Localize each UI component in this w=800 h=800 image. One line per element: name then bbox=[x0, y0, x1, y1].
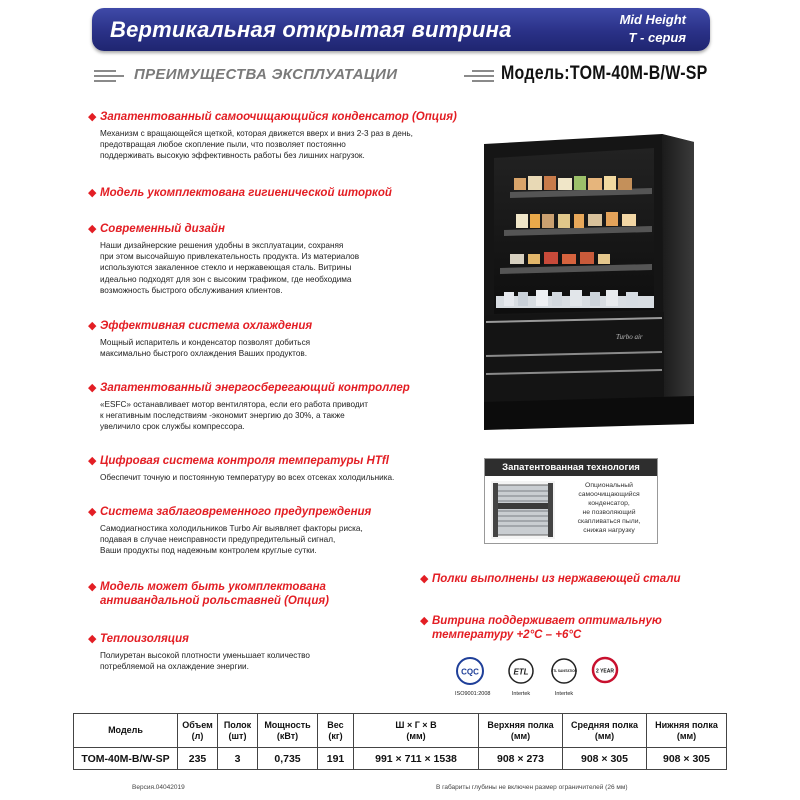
cert-caption: ISO9001:2008 bbox=[455, 691, 491, 697]
feature-item bbox=[88, 505, 488, 557]
bullet-icon: ◆ bbox=[88, 187, 97, 199]
bullet-icon: ◆ bbox=[88, 382, 97, 394]
bullet-icon: ◆ bbox=[88, 633, 97, 645]
patent-box bbox=[484, 458, 658, 544]
patent-line: не позволяющий bbox=[582, 509, 636, 516]
warranty-icon bbox=[591, 656, 619, 686]
table-cell: 0,735 bbox=[258, 748, 318, 770]
feature-title: Модель может быть укомплектована антивандальной рольставней (Опция) bbox=[100, 581, 329, 607]
feature-title: Система заблаговременного предупреждения bbox=[100, 506, 372, 518]
feature-title: Запатентованный энергосберегающий контроллер bbox=[100, 382, 410, 394]
feature-text: максимально быстрого охлаждения Ваших продуктов. bbox=[100, 349, 308, 359]
feature-text: Обеспечит точную и постоянную температуру во всех отсеках холодильника. bbox=[100, 473, 395, 482]
column-header: Полок (шт) bbox=[218, 714, 258, 748]
divider bbox=[94, 70, 116, 72]
feature-title: Витрина поддерживает оптимальную температуру +2°C – +6°C bbox=[432, 615, 662, 641]
bullet-icon: ◆ bbox=[420, 615, 429, 627]
etl-sanitation-logo bbox=[549, 656, 579, 698]
column-header: Средняя полка (мм) bbox=[563, 714, 647, 748]
brand-label: Turbo air bbox=[616, 333, 643, 341]
feature-item bbox=[88, 454, 488, 483]
shelf bbox=[496, 290, 654, 308]
feature-text: «ESFC» останавливает мотор вентилятора, если его работа приводит bbox=[100, 400, 368, 409]
page-title: Вертикальная открытая витрина bbox=[110, 17, 512, 42]
cabinet-base bbox=[484, 396, 694, 430]
cqc-logo bbox=[455, 656, 491, 698]
cqc-text: CQC bbox=[461, 667, 479, 677]
feature-item bbox=[88, 110, 488, 162]
table-cell: 908 × 305 bbox=[647, 748, 727, 770]
feature-text: Самодиагностика холодильников Turbo Air выявляет факторы риска, bbox=[100, 524, 363, 533]
column-header: Ш × Г × В (мм) bbox=[354, 714, 479, 748]
patent-text bbox=[561, 481, 657, 535]
feature-item bbox=[88, 186, 488, 200]
feature-title: Эффективная система охлаждения bbox=[100, 320, 313, 332]
feature-item bbox=[420, 614, 740, 642]
feature-text: увеличило срок службы компрессора. bbox=[100, 422, 245, 432]
cabinet-side bbox=[662, 134, 694, 416]
feature-text: Ваши продукты под надежным контролем круглые сутки. bbox=[100, 546, 317, 556]
patent-line: самоочищающийся bbox=[578, 491, 640, 498]
model-title: Модель:TOM-40M-B/W-SP bbox=[501, 63, 708, 84]
patent-line: снижая нагрузку bbox=[583, 527, 635, 534]
feature-text: при этом высочайшую привлекательность продукта. Из материалов bbox=[100, 252, 360, 262]
spec-table bbox=[73, 713, 727, 770]
feature-title: Модель укомплектована гигиенической шторкой bbox=[100, 187, 392, 199]
divider bbox=[472, 80, 494, 82]
table-cell: 235 bbox=[178, 748, 218, 770]
column-header: Модель bbox=[74, 714, 178, 748]
feature-item bbox=[88, 222, 488, 296]
patent-heading: Запатентованная технология bbox=[485, 459, 657, 476]
feature-text: используются закаленное стекло и нержавеющая сталь. Витрины bbox=[100, 263, 352, 273]
feature-item bbox=[88, 381, 488, 433]
advantages-title: ПРЕИМУЩЕСТВА ЭКСПЛУАТАЦИИ bbox=[134, 66, 398, 83]
bullet-icon: ◆ bbox=[88, 320, 97, 332]
feature-title: Полки выполнены из нержавеющей стали bbox=[432, 573, 681, 585]
patent-line: скапливаться пыли, bbox=[577, 518, 641, 525]
feature-text: подавая в случае неисправности предупредительный сигнал, bbox=[100, 535, 336, 545]
version-label: Версия.04042019 bbox=[132, 784, 185, 791]
series-name: T - серия bbox=[628, 30, 686, 45]
etl-sanitation-text: ETL SANITATION bbox=[551, 669, 577, 673]
table-cell: 991 × 711 × 1538 bbox=[354, 748, 479, 770]
etl-icon bbox=[506, 656, 536, 686]
table-header-row bbox=[74, 714, 727, 748]
bullet-icon: ◆ bbox=[88, 506, 97, 518]
series-height: Mid Height bbox=[619, 12, 686, 27]
feature-text: Механизм с вращающейся щеткой, которая движется вверх и вниз 2-3 раз в день, bbox=[100, 129, 413, 138]
table-cell: 908 × 273 bbox=[479, 748, 563, 770]
feature-title: Цифровая система контроля температуры HTfl bbox=[100, 455, 389, 467]
feature-text: предотвращая любое скопление пыли, что позволяет постоянно bbox=[100, 140, 346, 150]
table-cell: TOM-40M-B/W-SP bbox=[74, 748, 178, 770]
table-row bbox=[74, 748, 727, 770]
column-header: Нижняя полка (мм) bbox=[647, 714, 727, 748]
feature-text: потребляемой на охлаждение энергии. bbox=[100, 662, 249, 672]
feature-item bbox=[88, 319, 488, 359]
column-header: Верхняя полка (мм) bbox=[479, 714, 563, 748]
bullet-icon: ◆ bbox=[88, 455, 97, 467]
divider bbox=[464, 75, 494, 77]
feature-title: Теплоизоляция bbox=[100, 633, 189, 645]
header-banner bbox=[92, 8, 710, 51]
feature-text: к негативным последствиям -экономит энергию до 30%, а также bbox=[100, 411, 345, 421]
depth-note: В габариты глубины не включен размер ограничителей (26 мм) bbox=[436, 784, 628, 791]
table-cell: 3 bbox=[218, 748, 258, 770]
column-header: Вес (кг) bbox=[318, 714, 354, 748]
bullet-icon: ◆ bbox=[420, 573, 429, 585]
feature-text: Мощный испаритель и конденсатор позволят добиться bbox=[100, 338, 311, 347]
warranty-logo bbox=[591, 656, 619, 698]
display-case-image bbox=[482, 134, 697, 432]
patent-line: конденсатор, bbox=[588, 500, 630, 507]
feature-text: Наши дизайнерские решения удобны в эксплуатации, сохраняя bbox=[100, 241, 344, 250]
table-cell: 908 × 305 bbox=[563, 748, 647, 770]
shelf bbox=[504, 212, 652, 236]
feature-text: возможность быстрого обслуживания клиентов. bbox=[100, 285, 283, 295]
column-header: Мощность (кВт) bbox=[258, 714, 318, 748]
patent-line: Опциональный bbox=[585, 482, 633, 489]
condenser-image bbox=[491, 481, 555, 539]
feature-text: Полиуретан высокой плотности уменьшает количество bbox=[100, 651, 310, 660]
feature-title: Современный дизайн bbox=[100, 223, 225, 235]
etl-sanitation-icon bbox=[549, 656, 579, 686]
divider bbox=[94, 80, 116, 82]
table-cell: 191 bbox=[318, 748, 354, 770]
advantages-row bbox=[92, 64, 722, 88]
feature-item bbox=[420, 572, 740, 586]
etl-logo bbox=[506, 656, 536, 698]
warranty-text: 2 YEAR bbox=[596, 668, 614, 675]
bullet-icon: ◆ bbox=[88, 111, 97, 123]
divider bbox=[94, 75, 124, 77]
cert-caption: Intertek bbox=[554, 691, 574, 697]
column-header: Объем (л) bbox=[178, 714, 218, 748]
bullet-icon: ◆ bbox=[88, 581, 97, 593]
feature-title: Запатентованный самоочищающийся конденсатор (Опция) bbox=[100, 111, 457, 123]
etl-text: ETL bbox=[513, 667, 529, 677]
feature-text: идеально подходят для зон с высоким трафиком, где необходима bbox=[100, 274, 352, 284]
front-panel bbox=[484, 312, 664, 402]
cqc-icon bbox=[455, 656, 485, 686]
feature-text: поддерживать высокую эффективность работы без лишних нагрузок. bbox=[100, 151, 365, 161]
cert-caption: Intertek bbox=[511, 691, 531, 697]
bullet-icon: ◆ bbox=[88, 223, 97, 235]
divider bbox=[472, 70, 494, 72]
